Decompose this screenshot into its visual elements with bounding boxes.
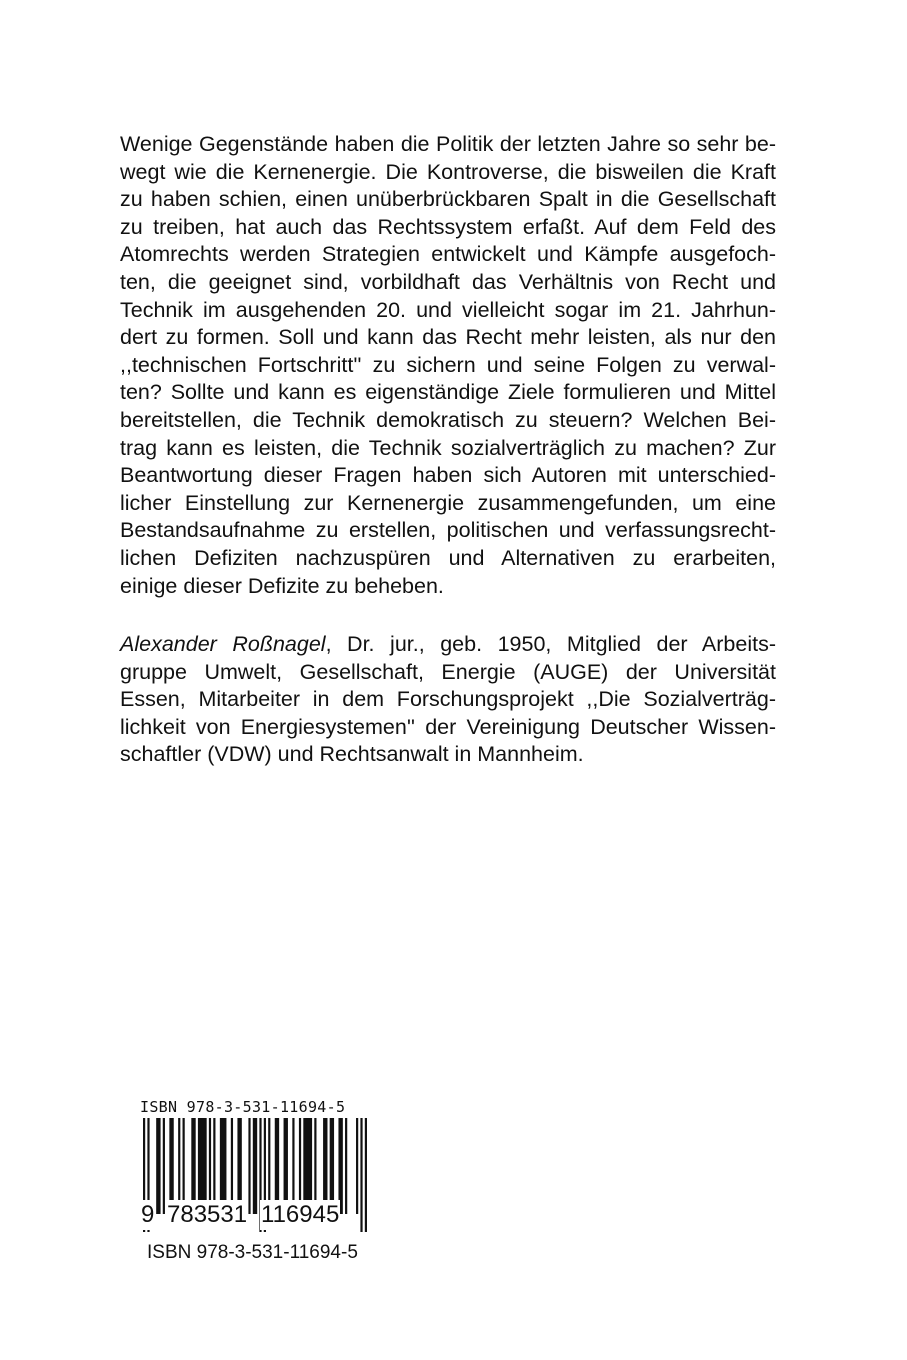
- author-bio-line: [120, 631, 776, 659]
- description-line: Atomrechts werden Strategien entwickelt und Kämpfe ausgefoch-: [120, 242, 776, 267]
- author-bio-line: schaftler (VDW) und Rechtsanwalt in Mannheim.: [120, 742, 584, 767]
- author-name: Alexander Roßnagel: [120, 632, 326, 656]
- barcode-digits: [140, 1200, 370, 1230]
- description-line: Technik im ausgehenden 20. und vielleicht sogar im 21. Jahrhun-: [120, 297, 776, 322]
- author-bio-text: , Dr. jur., geb. 1950, Mitglied der Arbeits-: [325, 632, 776, 656]
- description-line: licher Einstellung zur Kernenergie zusammengefunden, um eine: [120, 490, 776, 515]
- description-line: ten? Sollte und kann es eigenständige Ziele formulieren und Mittel: [120, 380, 776, 405]
- description-line: ,,technischen Fortschritt'' zu sichern und seine Folgen zu verwal-: [120, 352, 776, 377]
- author-bio-line: lichkeit von Energiesystemen'' der Vereinigung Deutscher Wissen-: [120, 714, 776, 739]
- author-bio: [120, 631, 776, 769]
- description-line: trag kann es leisten, die Technik sozialverträglich zu machen? Zur: [120, 435, 776, 460]
- description-line: dert zu formen. Soll und kann das Recht mehr leisten, als nur den: [120, 325, 776, 350]
- description-line: zu treiben, hat auch das Rechtssystem erfaßt. Auf dem Feld des: [120, 214, 776, 239]
- description-line: Beantwortung dieser Fragen haben sich Autoren mit unterschied-: [120, 463, 776, 488]
- description-line: bereitstellen, die Technik demokratisch zu steuern? Welchen Bei-: [120, 407, 776, 432]
- author-bio-line: gruppe Umwelt, Gesellschaft, Energie (AUGE) der Universität: [120, 659, 776, 684]
- description-line: ten, die geeignet sind, vorbildhaft das Verhältnis von Recht und: [120, 269, 776, 294]
- description-line: zu haben schien, einen unüberbrückbaren Spalt in die Gesellschaft: [120, 187, 776, 212]
- isbn-footer-text: ISBN 978-3-531-11694-5: [147, 1242, 358, 1263]
- description-line: wegt wie die Kernenergie. Die Kontroverse, die bisweilen die Kraft: [120, 159, 776, 184]
- description-line: Bestandsaufnahme zu erstellen, politischen und verfassungsrecht-: [120, 518, 776, 543]
- description-line: einige dieser Defizite zu beheben.: [120, 573, 444, 598]
- author-bio-line: Essen, Mitarbeiter in dem Forschungsprojekt ,,Die Sozialverträg-: [120, 687, 776, 712]
- barcode-digit-group: 9: [141, 1201, 155, 1228]
- isbn-header-text: ISBN 978-3-531-11694-5: [140, 1098, 346, 1116]
- barcode-digit-group: 783531: [167, 1201, 248, 1228]
- book-description: [120, 131, 776, 600]
- description-line: Wenige Gegenstände haben die Politik der letzten Jahre so sehr be-: [120, 132, 776, 156]
- description-line: lichen Defiziten nachzuspüren und Alternativen zu erarbeiten,: [120, 545, 776, 570]
- barcode-digit-group: 116945: [261, 1201, 340, 1228]
